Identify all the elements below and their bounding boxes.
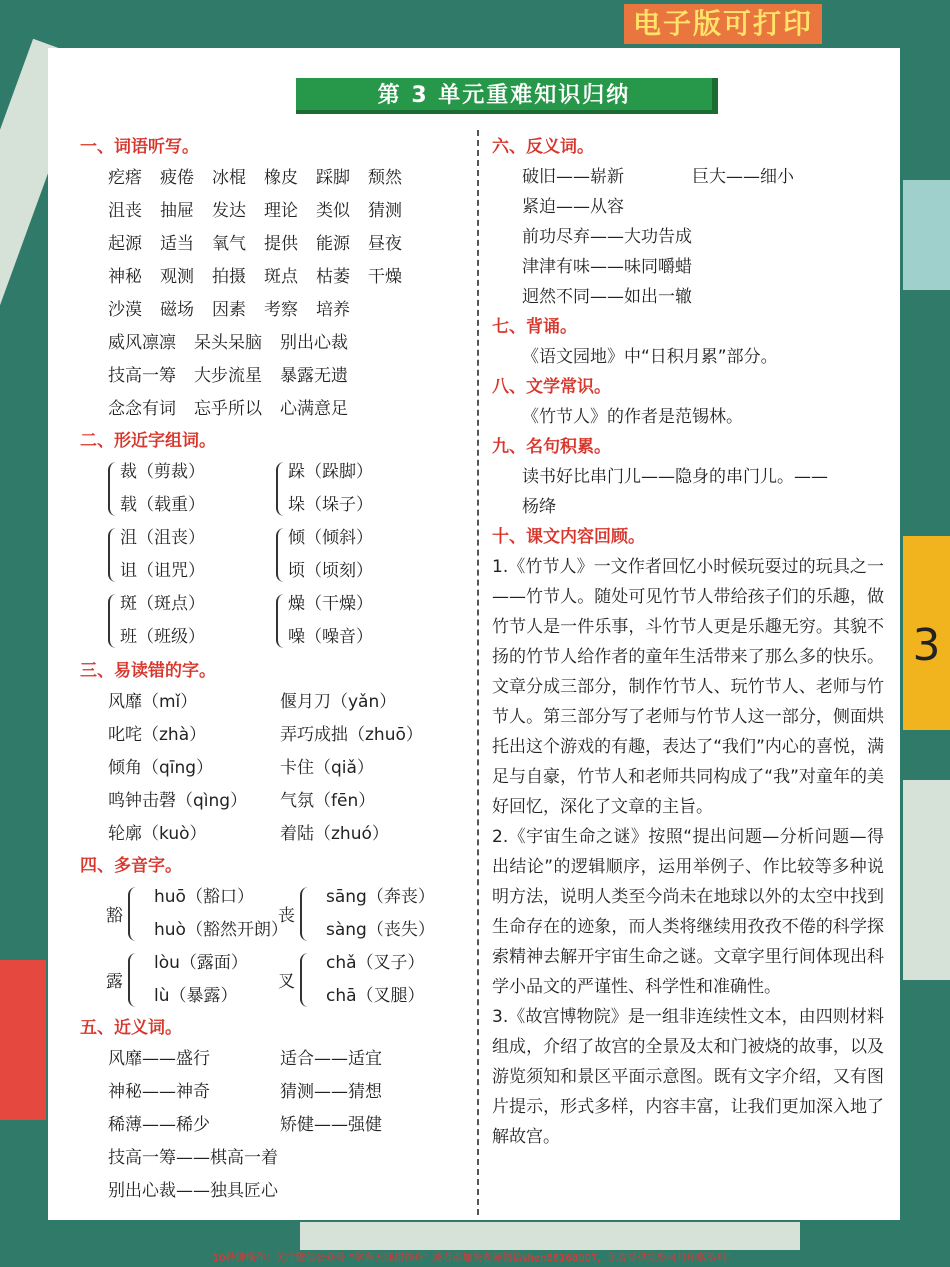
vocab-row <box>80 327 470 360</box>
brace <box>300 953 308 1007</box>
word: 疙瘩 <box>108 168 142 188</box>
word: 猜测 <box>368 201 402 221</box>
background-red-strip <box>0 960 46 1120</box>
word: 裁（剪裁） <box>120 462 205 482</box>
word: 冰棍 <box>212 168 246 188</box>
word: 斑（斑点） <box>120 594 205 614</box>
word: 干燥 <box>368 267 402 287</box>
vocab-row <box>80 195 470 228</box>
word: 理论 <box>264 201 298 221</box>
vocab-row <box>80 294 470 327</box>
review-paragraph: 1.《竹节人》一文作者回忆小时候玩耍过的玩具之一——竹节人。随处可见竹节人带给孩子们的乐趣，做竹节人是一件乐事，斗竹节人更是乐趣无穷。其貌不扬的竹节人给作者的童年生活带来了那么多的快乐。文章分成三部分，制作竹节人、玩竹节人、老师与竹节人。第三部分写了老师与竹节人这一部分，侧面烘托出这个游戏的有趣，表达了“我们”内心的喜悦，满足与自豪，竹节人和老师共同构成了“我”对童年的美好回忆，深化了文章的主旨。 <box>492 557 884 817</box>
word: 拍摄 <box>212 267 246 287</box>
word: 神秘——神奇 <box>108 1082 210 1102</box>
section-heading: 一、词语听写。 <box>80 137 199 157</box>
word: 磁场 <box>160 300 194 320</box>
character: 叉 <box>278 972 295 992</box>
word: 别出心裁 <box>280 333 348 353</box>
word: 猜测——猜想 <box>280 1082 382 1102</box>
word: 巨大——细小 <box>692 167 794 187</box>
reading: huō（豁口） <box>154 887 254 907</box>
word: 橡皮 <box>264 168 298 188</box>
word: 颓然 <box>368 168 402 188</box>
antonym-line: 津津有味——味同嚼蜡 <box>522 257 692 277</box>
word: 跺（跺脚） <box>288 462 373 482</box>
vocab-row <box>80 228 470 261</box>
word: 燥（干燥） <box>288 594 373 614</box>
word: 班（班级） <box>120 627 205 647</box>
background-stripe <box>903 780 950 980</box>
antonym-line: 迥然不同——如出一辙 <box>522 287 692 307</box>
word: 着陆（zhuó） <box>280 824 389 844</box>
word: 弄巧成拙（zhuō） <box>280 725 423 745</box>
word: 能源 <box>316 234 350 254</box>
section-heading: 七、背诵。 <box>492 317 577 337</box>
brace <box>128 953 136 1007</box>
synonym-grid <box>80 1043 470 1142</box>
word: 鸣钟击磬（qìng） <box>108 791 248 811</box>
vocab-row <box>80 261 470 294</box>
word: 风靡——盛行 <box>108 1049 210 1069</box>
word: 抽屉 <box>160 201 194 221</box>
pronunciation-grid <box>80 686 470 851</box>
character: 丧 <box>278 906 295 926</box>
word: 稀薄——稀少 <box>108 1115 210 1135</box>
word: 沮（沮丧） <box>120 528 205 548</box>
section-heading: 九、名句积累。 <box>492 437 611 457</box>
word: 疲倦 <box>160 168 194 188</box>
column-divider <box>477 130 479 1215</box>
word: 昼夜 <box>368 234 402 254</box>
section-heading: 八、文学常识。 <box>492 377 611 397</box>
antonym-line: 紧迫——从容 <box>522 197 624 217</box>
brace <box>108 462 116 516</box>
reading: lù（暴露） <box>154 986 238 1006</box>
recitation-text: 《语文园地》中“日积月累”部分。 <box>522 347 778 367</box>
vocab-list <box>80 162 470 426</box>
polyphone-item <box>106 881 288 947</box>
word: 斑点 <box>264 267 298 287</box>
word: 沙漠 <box>108 300 142 320</box>
reading: huò（豁然开朗） <box>154 920 288 940</box>
word: 起源 <box>108 234 142 254</box>
similar-char-pair <box>106 522 274 588</box>
word: 别出心裁——独具匠心 <box>108 1181 278 1201</box>
word: 倾角（qīng） <box>108 758 214 778</box>
right-column <box>492 132 884 1152</box>
word: 诅（诅咒） <box>120 561 205 581</box>
section-heading: 四、多音字。 <box>80 856 182 876</box>
word: 适合——适宜 <box>280 1049 382 1069</box>
reading: chā（叉腿） <box>326 986 425 1006</box>
word: 心满意足 <box>280 399 348 419</box>
word: 矫健——强健 <box>280 1115 382 1135</box>
word: 威风凛凛 <box>108 333 176 353</box>
synonym-line <box>80 1175 470 1208</box>
vocab-row <box>80 393 470 426</box>
word: 忘乎所以 <box>194 399 262 419</box>
quote-text: 读书好比串门儿——隐身的串门儿。—— <box>522 467 828 487</box>
word: 氧气 <box>212 234 246 254</box>
similar-char-pair <box>274 522 454 588</box>
word: 类似 <box>316 201 350 221</box>
literature-text: 《竹节人》的作者是范锡林。 <box>522 407 743 427</box>
word: 踩脚 <box>316 168 350 188</box>
synonym-line <box>80 1142 470 1175</box>
character: 豁 <box>106 906 123 926</box>
word: 观测 <box>160 267 194 287</box>
word: 大步流星 <box>194 366 262 386</box>
vocab-row <box>80 162 470 195</box>
word: 沮丧 <box>108 201 142 221</box>
polyphone-item <box>106 947 278 1013</box>
left-column <box>80 132 470 1208</box>
word: 载（载重） <box>120 495 205 515</box>
polyphone-grid <box>80 881 470 1013</box>
brace <box>128 887 136 941</box>
section-heading: 十、课文内容回顾。 <box>492 527 645 547</box>
quote-author: 杨绛 <box>522 497 556 517</box>
word: 念念有词 <box>108 399 176 419</box>
word: 风靡（mǐ） <box>108 692 198 712</box>
word: 适当 <box>160 234 194 254</box>
printable-tag: 电子版可打印 <box>624 4 822 44</box>
page-title: 第 3 单元重难知识归纳 <box>296 78 718 114</box>
word: 偃月刀（yǎn） <box>280 692 397 712</box>
brace <box>276 528 284 582</box>
brace <box>108 594 116 648</box>
brace <box>276 594 284 648</box>
word: 噪（噪音） <box>288 627 373 647</box>
word: 叱咤（zhà） <box>108 725 207 745</box>
antonym-line: 前功尽弃——大功告成 <box>522 227 692 247</box>
review-paragraph: 2.《宇宙生命之谜》按照“提出问题—分析问题—得出结论”的逻辑顺序，运用举例子、作比较等多种说明方法，说明人类至今尚未在地球以外的太空中找到生命存在的迹象，而人类将继续用孜孜不倦的科学探索精神去解开宇宙生命之谜。文章字里行间体现出科学小品文的严谨性、科学性和准确性。 <box>492 827 884 997</box>
word: 倾（倾斜） <box>288 528 373 548</box>
word: 技高一筹——棋高一着 <box>108 1148 278 1168</box>
character: 露 <box>106 972 123 992</box>
unit-number-tab: 3 <box>903 536 950 730</box>
reading: sàng（丧失） <box>326 920 435 940</box>
section-heading: 三、易读错的字。 <box>80 661 216 681</box>
similar-char-grid <box>80 456 470 654</box>
word: 神秘 <box>108 267 142 287</box>
reading: sāng（奔丧） <box>326 887 435 907</box>
section-heading: 六、反义词。 <box>492 137 594 157</box>
word: 考察 <box>264 300 298 320</box>
similar-char-pair <box>106 456 274 522</box>
reading: lòu（露面） <box>154 953 248 973</box>
brace <box>276 462 284 516</box>
review-paragraph: 3.《故宫博物院》是一组非连续性文本，由四则材料组成，介绍了故宫的全景及太和门被烧的故事，以及游览须知和景区平面示意图。既有文字介绍，又有图片提示，形式多样，内容丰富，让我们更加深入地了解故宫。 <box>492 1007 884 1147</box>
word: 破旧——崭新 <box>522 167 624 187</box>
word: 顷（顷刻） <box>288 561 373 581</box>
word: 技高一筹 <box>108 366 176 386</box>
word: 垛（垛子） <box>288 495 373 515</box>
word: 气氛（fēn） <box>280 791 376 811</box>
word: 暴露无遗 <box>280 366 348 386</box>
brace <box>300 887 308 941</box>
similar-char-pair <box>274 456 454 522</box>
vocab-row <box>80 360 470 393</box>
polyphone-item <box>278 947 458 1013</box>
word: 呆头呆脑 <box>194 333 262 353</box>
word: 提供 <box>264 234 298 254</box>
section-heading: 二、形近字组词。 <box>80 431 216 451</box>
word: 因素 <box>212 300 246 320</box>
word: 培养 <box>316 300 350 320</box>
reading: chǎ（叉子） <box>326 953 425 973</box>
section-heading: 五、近义词。 <box>80 1018 182 1038</box>
background-teal-strip <box>903 180 950 290</box>
brace <box>108 528 116 582</box>
background-stripe <box>300 1222 800 1250</box>
word: 发达 <box>212 201 246 221</box>
word: 枯萎 <box>316 267 350 287</box>
similar-char-pair <box>274 588 454 654</box>
similar-char-pair <box>106 588 274 654</box>
footer-note: 10秒钟操作！关注微信公众号 “学海无涯甜作舟” 或者添加朱老师微信shen88168007，免费提供完整可打印版资料！ <box>212 1253 738 1264</box>
polyphone-item <box>278 881 458 947</box>
antonym-line <box>492 162 884 192</box>
word: 轮廓（kuò） <box>108 824 207 844</box>
word: 卡住（qiǎ） <box>280 758 374 778</box>
